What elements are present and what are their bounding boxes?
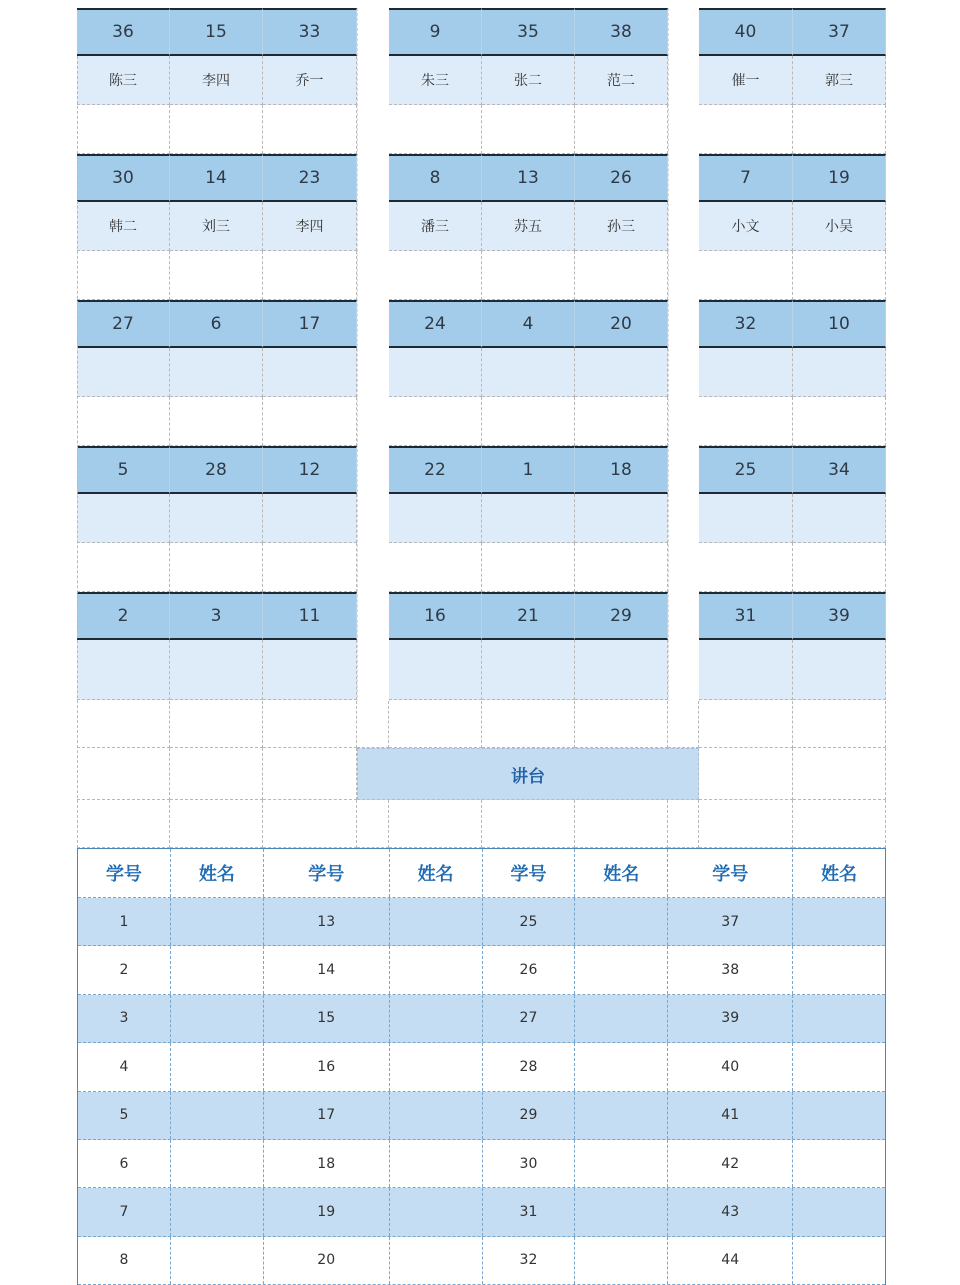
student-name-cell[interactable] [390,1140,483,1187]
seat-blank-cell[interactable] [793,251,886,300]
student-id-cell: 1 [78,898,171,945]
seat-number-cell[interactable] [389,446,482,494]
seat-number-text: 14 [205,168,227,188]
table-row [78,946,885,994]
seat-number-text: 17 [298,314,321,334]
seat-number-cell[interactable] [170,8,263,56]
seat-blank-cell[interactable] [263,105,357,154]
seat-number-cell[interactable] [575,592,668,640]
seat-name-cell[interactable] [263,56,357,105]
seat-number-cell[interactable] [170,154,263,202]
student-name-cell[interactable] [793,995,885,1042]
seat-name-text: 乔一 [295,73,324,89]
seat-number-cell[interactable] [263,300,357,348]
seat-name-cell[interactable] [77,56,170,105]
seat-name-cell[interactable] [699,494,793,543]
student-id-cell: 25 [483,898,576,945]
table-row [78,1140,885,1188]
table-row [78,1188,885,1236]
student-name-cell[interactable] [171,1043,264,1090]
seat-number-cell[interactable] [170,592,263,640]
seat-number-cell[interactable] [77,154,170,202]
seat-number-text: 27 [112,314,134,334]
seat-name-cell[interactable] [263,202,357,251]
student-id-cell: 38 [668,946,793,993]
student-name-cell[interactable] [390,898,483,945]
student-id-cell: 13 [264,898,390,945]
seat-name-cell[interactable] [263,348,357,397]
seat-name-cell[interactable] [575,56,668,105]
seat-number-text: 10 [828,314,850,334]
table-row [78,1237,885,1285]
seat-name-cell[interactable] [575,640,668,700]
floor-grid-cell[interactable] [357,701,389,748]
seat-number-text: 11 [298,606,321,626]
seat-number-text: 33 [298,22,321,42]
seat-name-cell[interactable] [77,640,170,700]
seat-blank-cell[interactable] [699,543,793,592]
seat-number-text: 16 [424,606,446,626]
student-name-cell[interactable] [793,1043,885,1090]
floor-grid-cell[interactable] [668,800,699,848]
student-id-cell: 18 [264,1140,390,1187]
student-id-cell: 15 [264,995,390,1042]
student-name-cell[interactable] [575,1092,668,1139]
table-row [78,995,885,1043]
student-name-cell[interactable] [171,1140,264,1187]
seat-name-cell[interactable] [389,348,482,397]
student-id-cell: 4 [78,1043,171,1090]
seat-number-cell[interactable] [699,300,793,348]
seat-number-text: 23 [298,168,321,188]
seat-number-text: 20 [610,314,632,334]
seat-number-text: 31 [734,606,757,626]
student-name-cell[interactable] [171,946,264,993]
seat-number-cell[interactable] [575,8,668,56]
seat-number-text: 8 [429,168,441,188]
seat-number-cell[interactable] [77,592,170,640]
seat-name-cell[interactable] [482,202,575,251]
seat-number-text: 19 [828,168,850,188]
seat-blank-cell[interactable] [77,543,170,592]
student-id-cell: 17 [264,1092,390,1139]
student-id-cell: 28 [483,1043,576,1090]
seat-number-text: 2 [117,606,129,626]
seat-blank-cell[interactable] [263,251,357,300]
student-name-cell[interactable] [793,898,885,945]
seat-number-text: 12 [298,460,321,480]
seat-number-text: 3 [210,606,222,626]
seat-number-cell[interactable] [389,300,482,348]
seat-number-cell[interactable] [793,8,886,56]
table-header-row [78,849,885,898]
seat-number-text: 6 [210,314,222,334]
seat-blank-cell[interactable] [170,397,263,446]
student-id-cell: 43 [668,1188,793,1235]
seat-number-cell[interactable] [482,592,575,640]
floor-grid-cell[interactable] [170,748,263,800]
seat-name-text: 小吴 [825,219,853,235]
seat-number-cell[interactable] [389,8,482,56]
floor-grid-cell[interactable] [699,701,793,748]
seat-number-text: 36 [112,22,134,42]
seat-blank-cell[interactable] [575,397,668,446]
seat-number-cell[interactable] [77,446,170,494]
seat-blank-cell[interactable] [263,543,357,592]
seat-number-cell[interactable] [793,592,886,640]
student-id-cell: 7 [78,1188,171,1235]
seat-blank-cell[interactable] [793,105,886,154]
seat-number-cell[interactable] [699,592,793,640]
floor-grid-cell[interactable] [482,701,575,748]
seat-name-cell[interactable] [389,56,482,105]
seat-number-text: 22 [424,460,446,480]
student-name-cell[interactable] [390,1188,483,1235]
table-row [78,1092,885,1140]
seat-blank-cell[interactable] [77,105,170,154]
seat-name-cell[interactable] [482,56,575,105]
student-id-cell: 27 [483,995,576,1042]
student-id-cell: 19 [264,1188,390,1235]
seat-name-cell[interactable] [793,494,886,543]
seat-name-cell[interactable] [170,640,263,700]
seat-number-text: 25 [734,460,757,480]
seat-number-cell[interactable] [793,154,886,202]
seat-name-cell[interactable] [793,640,886,700]
seat-name-text: 刘三 [202,219,230,235]
seat-blank-cell[interactable] [575,543,668,592]
student-id-cell: 3 [78,995,171,1042]
seat-number-text: 30 [112,168,134,188]
grid-left-border [77,56,78,848]
student-name-cell[interactable] [575,1043,668,1090]
student-name-cell[interactable] [575,1188,668,1235]
student-id-cell: 32 [483,1237,576,1284]
seat-number-cell[interactable] [389,592,482,640]
floor-grid-cell[interactable] [668,701,699,748]
student-id-cell: 44 [668,1237,793,1284]
seat-number-cell[interactable] [263,446,357,494]
table-row [78,1043,885,1091]
floor-grid-cell[interactable] [699,800,793,848]
student-name-cell[interactable] [171,898,264,945]
seat-name-text: 郭三 [825,73,853,89]
seat-number-text: 38 [610,22,632,42]
seat-name-text: 范二 [607,73,635,89]
seat-name-cell[interactable] [263,494,357,543]
seat-name-cell[interactable] [575,348,668,397]
student-id-cell: 16 [264,1043,390,1090]
student-id-cell: 30 [483,1140,576,1187]
seat-blank-cell[interactable] [699,251,793,300]
floor-grid-cell[interactable] [263,701,357,748]
seat-blank-cell[interactable] [699,105,793,154]
floor-grid-cell[interactable] [77,701,170,748]
column-header-name: 姓名 [575,849,668,897]
seat-name-text: 朱三 [421,73,449,89]
seat-name-cell[interactable] [699,640,793,700]
student-id-cell: 8 [78,1237,171,1284]
seat-name-cell[interactable] [263,640,357,700]
student-name-cell[interactable] [575,995,668,1042]
student-name-cell[interactable] [171,1188,264,1235]
student-id-cell: 39 [668,995,793,1042]
floor-grid-cell[interactable] [575,701,668,748]
floor-grid-cell[interactable] [263,748,357,800]
seat-name-text: 苏五 [514,219,542,235]
floor-grid-cell[interactable] [263,800,357,848]
seat-blank-cell[interactable] [389,251,482,300]
floor-grid-cell[interactable] [389,701,482,748]
seat-number-text: 37 [828,22,850,42]
student-id-cell: 14 [264,946,390,993]
seat-number-cell[interactable] [793,300,886,348]
seat-blank-cell[interactable] [793,397,886,446]
podium-label: 讲台 [511,766,545,787]
floor-grid-cell[interactable] [357,800,389,848]
student-name-cell[interactable] [390,1092,483,1139]
seat-number-text: 7 [740,168,751,188]
seat-number-cell[interactable] [482,154,575,202]
seat-name-cell[interactable] [389,202,482,251]
student-name-cell[interactable] [390,1043,483,1090]
seat-name-cell[interactable] [699,202,793,251]
seat-number-text: 26 [610,168,632,188]
seat-number-text: 24 [424,314,446,334]
student-id-cell: 26 [483,946,576,993]
floor-grid-cell[interactable] [170,701,263,748]
seat-number-text: 32 [734,314,757,334]
seat-name-text: 催一 [731,73,760,89]
seat-blank-cell[interactable] [77,251,170,300]
student-id-cell: 5 [78,1092,171,1139]
student-id-cell: 2 [78,946,171,993]
seat-number-cell[interactable] [170,446,263,494]
seat-blank-cell[interactable] [482,251,575,300]
seat-blank-cell[interactable] [389,397,482,446]
seat-name-text: 孙三 [607,219,635,235]
seat-number-cell[interactable] [389,154,482,202]
seat-number-cell[interactable] [263,154,357,202]
seat-blank-cell[interactable] [699,397,793,446]
seat-blank-cell[interactable] [575,105,668,154]
floor-grid-cell[interactable] [793,748,886,800]
seat-number-text: 39 [828,606,850,626]
seat-number-cell[interactable] [482,300,575,348]
seat-name-cell[interactable] [170,56,263,105]
student-name-cell[interactable] [171,1237,264,1284]
seat-number-cell[interactable] [482,446,575,494]
seat-name-cell[interactable] [482,348,575,397]
seat-name-text: 张二 [514,73,542,89]
student-name-cell[interactable] [793,1188,885,1235]
floor-grid-cell[interactable] [170,800,263,848]
seat-name-cell[interactable] [482,640,575,700]
seat-name-cell[interactable] [793,56,886,105]
floor-grid-cell[interactable] [389,800,482,848]
seat-number-text: 35 [517,22,539,42]
seat-name-cell[interactable] [482,494,575,543]
student-name-cell[interactable] [793,1140,885,1187]
student-name-cell[interactable] [171,1092,264,1139]
seat-number-text: 21 [517,606,539,626]
student-id-cell: 42 [668,1140,793,1187]
student-name-cell[interactable] [575,946,668,993]
column-header-student-id: 学号 [78,849,171,897]
seat-name-text: 小文 [731,219,760,235]
student-name-cell[interactable] [390,1237,483,1284]
seat-name-cell[interactable] [170,202,263,251]
seat-blank-cell[interactable] [389,543,482,592]
seat-name-cell[interactable] [389,494,482,543]
seat-number-text: 4 [522,314,534,334]
column-header-student-id: 学号 [264,849,390,897]
column-header-name: 姓名 [171,849,264,897]
seat-number-cell[interactable] [575,154,668,202]
seat-name-cell[interactable] [170,494,263,543]
seat-number-text: 15 [205,22,227,42]
seat-name-text: 李四 [295,219,324,235]
seat-blank-cell[interactable] [389,105,482,154]
floor-grid-cell[interactable] [77,748,170,800]
seat-number-cell[interactable] [77,8,170,56]
floor-grid-cell[interactable] [482,800,575,848]
seat-number-cell[interactable] [575,300,668,348]
seat-number-cell[interactable] [699,8,793,56]
seat-number-cell[interactable] [482,8,575,56]
seat-blank-cell[interactable] [575,251,668,300]
seat-name-text: 陈三 [109,73,137,89]
seat-number-text: 34 [828,460,850,480]
seat-name-cell[interactable] [699,348,793,397]
student-name-cell[interactable] [171,995,264,1042]
seat-number-cell[interactable] [793,446,886,494]
student-name-cell[interactable] [793,946,885,993]
student-name-cell[interactable] [390,946,483,993]
column-header-name: 姓名 [821,864,858,885]
seat-name-cell[interactable] [77,202,170,251]
seat-number-text: 18 [610,460,632,480]
seat-blank-cell[interactable] [482,105,575,154]
seat-number-text: 28 [205,460,227,480]
student-name-cell[interactable] [575,1237,668,1284]
student-name-cell[interactable] [575,1140,668,1187]
student-id-cell: 37 [668,898,793,945]
seat-number-text: 13 [517,168,539,188]
seat-blank-cell[interactable] [263,397,357,446]
student-id-cell: 31 [483,1188,576,1235]
seat-number-cell[interactable] [699,446,793,494]
floor-grid-cell[interactable] [575,800,668,848]
seat-name-cell[interactable] [793,202,886,251]
seat-name-cell[interactable] [699,56,793,105]
column-header-name: 姓名 [390,849,483,897]
podium [357,748,699,800]
seat-number-text: 9 [429,22,441,42]
seat-blank-cell[interactable] [170,105,263,154]
student-id-cell: 6 [78,1140,171,1187]
seat-blank-cell[interactable] [170,251,263,300]
seat-number-cell[interactable] [263,8,357,56]
seat-name-cell[interactable] [575,494,668,543]
seat-blank-cell[interactable] [482,543,575,592]
seat-name-text: 韩二 [109,219,137,235]
seat-number-cell[interactable] [170,300,263,348]
column-header-student-id: 学号 [483,849,576,897]
seat-name-cell[interactable] [77,348,170,397]
student-id-cell: 41 [668,1092,793,1139]
seat-name-cell[interactable] [575,202,668,251]
student-name-cell[interactable] [575,898,668,945]
roster-table [77,848,886,1285]
floor-grid-cell[interactable] [793,701,886,748]
seat-number-cell[interactable] [263,592,357,640]
seat-blank-cell[interactable] [482,397,575,446]
student-id-cell: 29 [483,1092,576,1139]
student-name-cell[interactable] [793,1092,885,1139]
seat-blank-cell[interactable] [77,397,170,446]
floor-grid-cell[interactable] [793,800,886,848]
floor-grid-cell[interactable] [699,748,793,800]
seat-name-cell[interactable] [389,640,482,700]
table-row [78,898,885,946]
seat-blank-cell[interactable] [170,543,263,592]
seat-blank-cell[interactable] [793,543,886,592]
floor-grid-cell[interactable] [77,800,170,848]
seat-name-cell[interactable] [793,348,886,397]
seat-number-cell[interactable] [699,154,793,202]
seat-number-text: 1 [522,460,534,480]
seat-number-cell[interactable] [575,446,668,494]
seat-number-cell[interactable] [77,300,170,348]
seat-number-text: 29 [610,606,632,626]
seat-number-text: 5 [117,460,129,480]
seat-name-cell[interactable] [77,494,170,543]
seat-name-text: 潘三 [421,219,449,235]
student-name-cell[interactable] [793,1237,885,1284]
student-name-cell[interactable] [390,995,483,1042]
column-header-student-id: 学号 [668,849,793,897]
seat-number-text: 40 [734,22,757,42]
student-id-cell: 20 [264,1237,390,1284]
student-id-cell: 40 [668,1043,793,1090]
seat-name-cell[interactable] [170,348,263,397]
seat-name-text: 李四 [202,73,230,89]
